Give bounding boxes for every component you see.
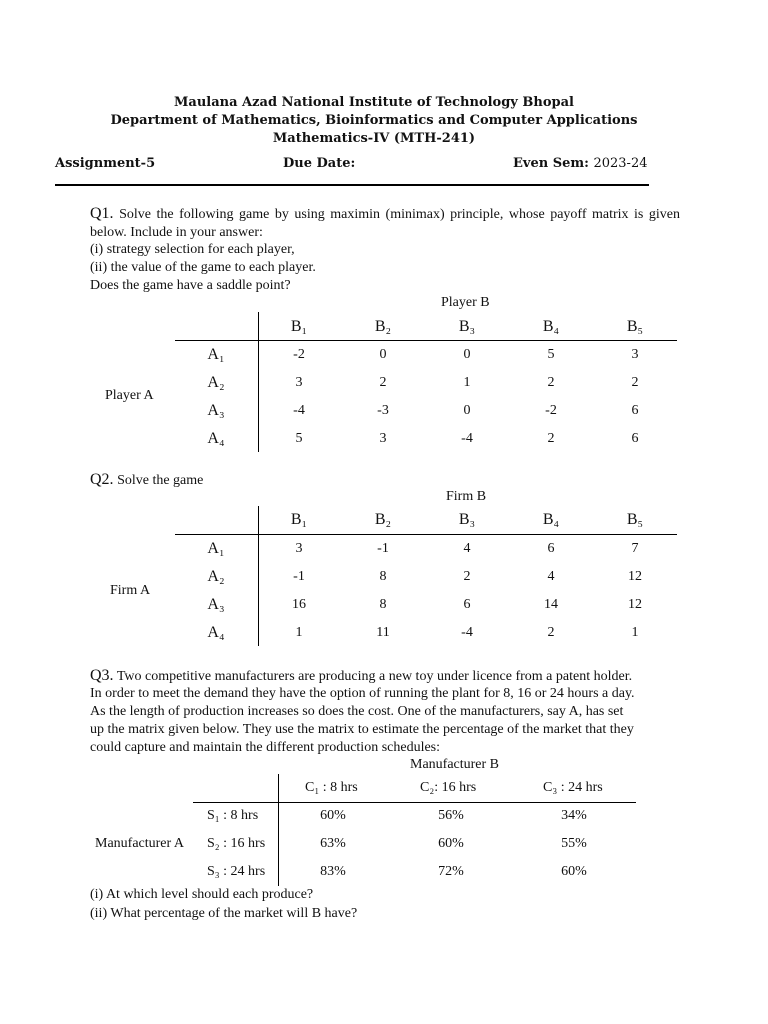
q1-table-hline [175, 340, 677, 341]
q2-cell: 4 [463, 541, 471, 556]
q2-cell: 16 [292, 597, 306, 612]
q1-cell: 2 [547, 431, 555, 446]
q1-text [90, 205, 680, 242]
q2-table-vline [258, 506, 259, 646]
q3-text-line: Two competitive manufacturers are producing a new toy under licence from a patent holder. [116, 669, 633, 684]
q1-item-1: (i) strategy selection for each player, [90, 242, 295, 257]
q2-cell: 6 [547, 541, 555, 556]
q1-cell: -4 [461, 431, 473, 446]
q1-cell: 3 [379, 431, 387, 446]
assignment-label: Assignment-5 [55, 156, 156, 171]
q3-cell: 72% [438, 864, 464, 879]
q2-cell: -1 [293, 569, 305, 584]
semester [513, 156, 648, 171]
q2-cell: 14 [544, 597, 558, 612]
q1-col-header: B₄ [542, 318, 560, 335]
q2-col-header: B₃ [458, 511, 476, 528]
q3-col-header: C₁ : 8 hrs [305, 780, 358, 795]
q3-col-header: C₂: 16 hrs [420, 780, 477, 795]
q1-cell: 5 [295, 431, 303, 446]
q2-cell: 1 [631, 625, 639, 640]
q2-col-header: B₄ [542, 511, 560, 528]
q3-cell: 55% [561, 836, 587, 851]
semester-label: Even Sem: [513, 156, 589, 171]
q2-cell: 1 [295, 625, 303, 640]
q3-cell: 34% [561, 808, 587, 823]
q1-prompt: Solve the following game by using maximin (minimax) principle, whose payoff matrix is given below. Include in your answer: [90, 207, 680, 240]
q2-cell: -4 [461, 625, 473, 640]
q1-cell: -3 [377, 403, 389, 418]
q2-col-header: B₁ [290, 511, 308, 528]
q1-row-player: Player A [105, 388, 154, 403]
q1-cell: 6 [631, 431, 639, 446]
q2-cell: 2 [463, 569, 471, 584]
q3-line-1 [90, 667, 680, 686]
q2-table-hline [175, 534, 677, 535]
q3-item-2: (ii) What percentage of the market will B have? [90, 906, 358, 921]
q2-col-header: B₂ [374, 511, 392, 528]
q1-cell: 1 [463, 375, 471, 390]
q1-row-header: A₂ [207, 374, 225, 391]
q1-cell: 5 [547, 347, 555, 362]
q2-number: Q2. [90, 471, 114, 488]
q3-cell: 83% [320, 864, 346, 879]
q1-cell: 3 [295, 375, 303, 390]
q1-cell: 2 [379, 375, 387, 390]
q3-cell: 60% [438, 836, 464, 851]
q3-number: Q3. [90, 667, 114, 684]
q1-row-header: A₄ [207, 430, 225, 447]
q1-number: Q1. [90, 205, 114, 222]
q3-text-line: could capture and maintain the different production schedules: [90, 740, 441, 755]
q1-col-header: B₅ [626, 318, 644, 335]
q2-cell: 2 [547, 625, 555, 640]
q3-col-player: Manufacturer B [410, 757, 500, 772]
q2-row-header: A₄ [207, 624, 225, 641]
header-divider [55, 184, 649, 186]
q1-item-2: (ii) the value of the game to each player. [90, 260, 316, 275]
q2-cell: -1 [377, 541, 389, 556]
department-name: Department of Mathematics, Bioinformatics and Computer Applications [110, 113, 638, 128]
q1-cell: 6 [631, 403, 639, 418]
q2-cell: 11 [376, 625, 390, 640]
q1-col-player: Player B [441, 295, 490, 310]
institute-name: Maulana Azad National Institute of Technology Bhopal [174, 95, 574, 110]
q3-cell: 56% [438, 808, 464, 823]
q2-cell: 7 [631, 541, 639, 556]
q1-item-3: Does the game have a saddle point? [90, 278, 291, 293]
q3-text-line: In order to meet the demand they have the option of running the plant for 8, 16 or 24 hours a day. [90, 686, 635, 701]
q2-cell: 12 [628, 569, 642, 584]
q1-cell: 2 [631, 375, 639, 390]
q1-cell: 3 [631, 347, 639, 362]
q1-cell: 0 [463, 403, 471, 418]
q1-col-header: B₃ [458, 318, 476, 335]
q3-cell: 60% [320, 808, 346, 823]
q3-row-header: S₃ : 24 hrs [207, 864, 266, 879]
semester-value: 2023-24 [593, 156, 648, 171]
q3-row-header: S₂ : 16 hrs [207, 836, 266, 851]
q1-table-vline [258, 312, 259, 452]
q3-text-line: As the length of production increases so does the cost. One of the manufacturers, say A, has set [90, 704, 624, 719]
q2-cell: 8 [379, 597, 387, 612]
q2-prompt: Solve the game [117, 473, 204, 488]
q1-col-header: B₁ [290, 318, 308, 335]
q2-cell: 6 [463, 597, 471, 612]
q1-cell: -4 [293, 403, 305, 418]
q2-cell: 3 [295, 541, 303, 556]
q3-item-1: (i) At which level should each produce? [90, 887, 314, 902]
q2-cell: 4 [547, 569, 555, 584]
q3-col-header: C₃ : 24 hrs [543, 780, 603, 795]
q3-row-header: S₁ : 8 hrs [207, 808, 259, 823]
q2-row-header: A₃ [207, 596, 225, 613]
q3-text-line: up the matrix given below. They use the matrix to estimate the percentage of the market that they [90, 722, 634, 737]
q2-text [90, 471, 680, 490]
q1-row-header: A₁ [207, 346, 225, 363]
course-title: Mathematics-IV (MTH-241) [272, 131, 476, 146]
q1-row-header: A₃ [207, 402, 225, 419]
q2-cell: 12 [628, 597, 642, 612]
q2-row-header: A₁ [207, 540, 225, 557]
q1-cell: -2 [545, 403, 557, 418]
due-date-label: Due Date: [283, 156, 356, 171]
q3-table-vline [278, 774, 279, 886]
q1-cell: 0 [379, 347, 387, 362]
q2-col-header: B₅ [626, 511, 644, 528]
q1-col-header: B₂ [374, 318, 392, 335]
q3-table-hline [193, 802, 636, 803]
q2-col-player: Firm B [446, 489, 487, 504]
q3-cell: 63% [320, 836, 346, 851]
q1-cell: 2 [547, 375, 555, 390]
q2-row-header: A₂ [207, 568, 225, 585]
q2-cell: 8 [379, 569, 387, 584]
q1-cell: 0 [463, 347, 471, 362]
q3-cell: 60% [561, 864, 587, 879]
q3-row-player: Manufacturer A [95, 836, 185, 851]
q1-cell: -2 [293, 347, 305, 362]
q2-row-player: Firm A [110, 583, 151, 598]
